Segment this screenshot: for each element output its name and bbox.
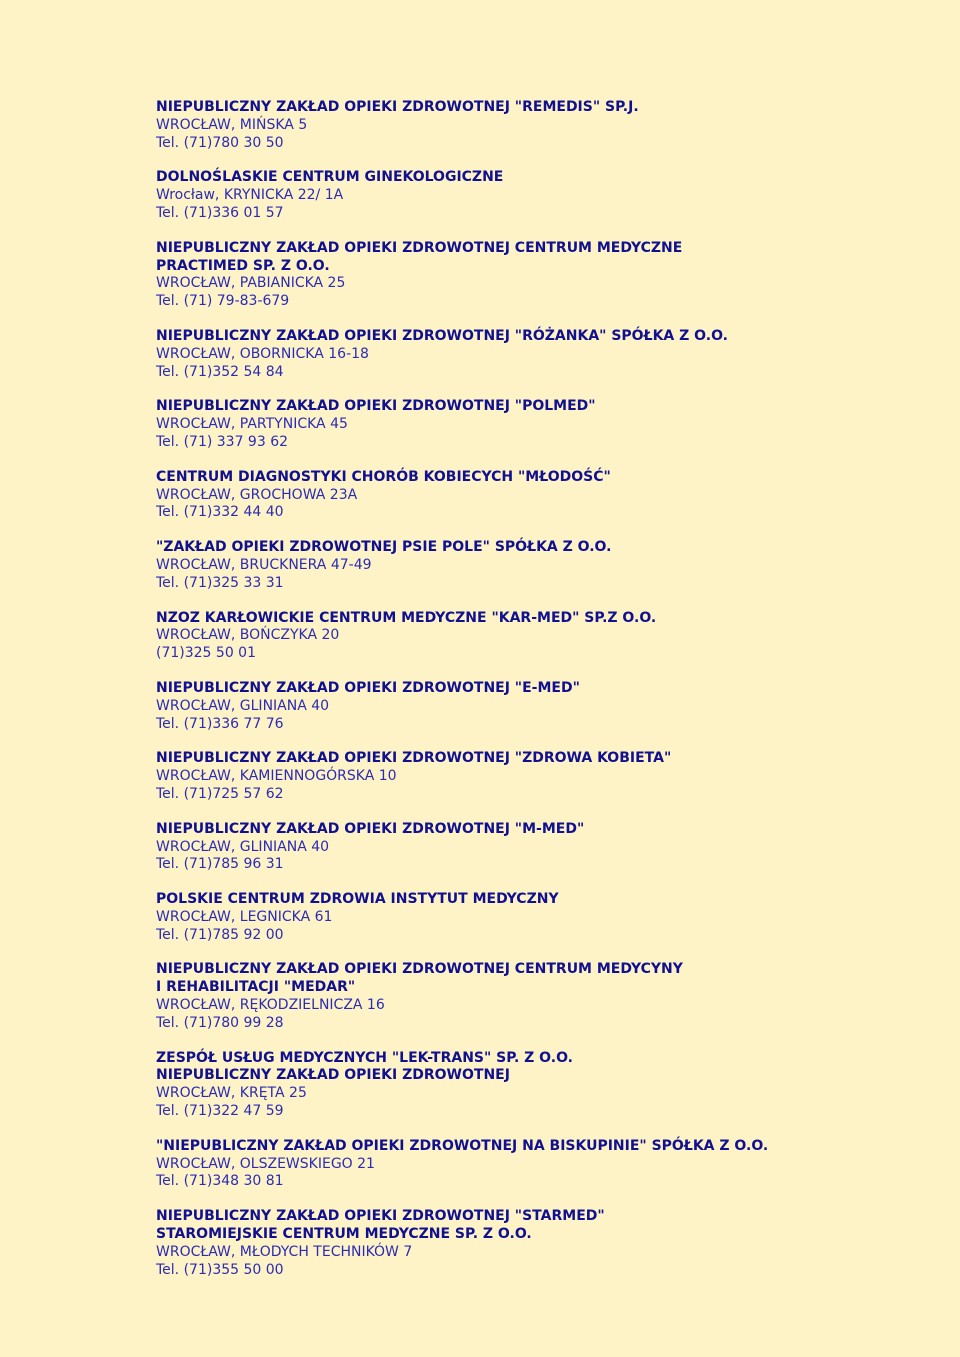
facility-phone: Tel. (71) 337 93 62	[156, 433, 289, 450]
facility-address: WROCŁAW, KRĘTA 25	[156, 1085, 307, 1102]
facility-name-line: NIEPUBLICZNY ZAKŁAD OPIEKI ZDROWOTNEJ "REMEDIS" SP.J.	[156, 99, 639, 115]
facility-name-line: ZESPÓŁ USŁUG MEDYCZNYCH "LEK-TRANS" SP. Z O.O.	[156, 1049, 573, 1066]
facility-name-line: NIEPUBLICZNY ZAKŁAD OPIEKI ZDROWOTNEJ "STARMED"	[156, 1208, 605, 1225]
facility-phone: Tel. (71)348 30 81	[156, 1173, 284, 1190]
facility-entry	[156, 680, 936, 733]
facility-name-line: NIEPUBLICZNY ZAKŁAD OPIEKI ZDROWOTNEJ "POLMED"	[156, 398, 596, 415]
facility-name-line: NIEPUBLICZNY ZAKŁAD OPIEKI ZDROWOTNEJ CENTRUM MEDYCYNY	[156, 961, 683, 978]
facility-name-line: NIEPUBLICZNY ZAKŁAD OPIEKI ZDROWOTNEJ "M-MED"	[156, 820, 585, 837]
facility-address: WROCŁAW, OLSZEWSKIEGO 21	[156, 1155, 375, 1172]
facility-entry	[156, 1050, 936, 1121]
facility-address: WROCŁAW, OBORNICKA 16-18	[156, 345, 369, 362]
facility-address: Wrocław, KRYNICKA 22/ 1A	[156, 187, 344, 204]
facility-phone: (71)325 50 01	[156, 645, 256, 662]
facility-name-line: CENTRUM DIAGNOSTYKI CHORÓB KOBIECYCH "MŁODOŚĆ"	[156, 468, 611, 485]
facility-address: WROCŁAW, LEGNICKA 61	[156, 908, 333, 925]
facility-address: WROCŁAW, KAMIENNOGÓRSKA 10	[156, 768, 397, 785]
facility-address: WROCŁAW, RĘKODZIELNICZA 16	[156, 997, 385, 1014]
facility-phone: Tel. (71)355 50 00	[156, 1261, 284, 1278]
facility-phone: Tel. (71)780 30 50	[156, 134, 284, 151]
facility-entry	[156, 610, 936, 663]
facility-address: WROCŁAW, PARTYNICKA 45	[156, 416, 348, 433]
facility-entry	[156, 1208, 936, 1279]
facility-phone: Tel. (71)785 96 31	[156, 856, 284, 873]
facility-name-line: DOLNOŚLASKIE CENTRUM GINEKOLOGICZNE	[156, 169, 504, 186]
facility-address: WROCŁAW, GLINIANA 40	[156, 697, 330, 714]
facility-phone: Tel. (71)352 54 84	[156, 363, 284, 380]
facility-phone: Tel. (71)325 33 31	[156, 574, 284, 591]
facility-entry	[156, 469, 936, 522]
facility-name-line: NIEPUBLICZNY ZAKŁAD OPIEKI ZDROWOTNEJ "ZDROWA KOBIETA"	[156, 750, 672, 767]
facility-entry	[156, 961, 936, 1032]
facility-phone: Tel. (71)785 92 00	[156, 926, 284, 943]
facility-phone: Tel. (71)336 77 76	[156, 715, 284, 732]
facility-entry	[156, 1138, 936, 1191]
facility-entry	[156, 539, 936, 592]
facility-name-line: NZOZ KARŁOWICKIE CENTRUM MEDYCZNE "KAR-MED" SP.Z O.O.	[156, 609, 657, 626]
facility-name-line: "NIEPUBLICZNY ZAKŁAD OPIEKI ZDROWOTNEJ NA BISKUPINIE" SPÓŁKA Z O.O.	[156, 1137, 769, 1154]
facility-entry	[156, 891, 936, 944]
document-body	[156, 99, 936, 1296]
facility-name-line: NIEPUBLICZNY ZAKŁAD OPIEKI ZDROWOTNEJ	[156, 1067, 510, 1084]
facility-address: WROCŁAW, BRUCKNERA 47-49	[156, 556, 372, 573]
facility-phone: Tel. (71)332 44 40	[156, 504, 284, 521]
facility-phone: Tel. (71)780 99 28	[156, 1014, 284, 1031]
facility-name-line: NIEPUBLICZNY ZAKŁAD OPIEKI ZDROWOTNEJ CENTRUM MEDYCZNE	[156, 239, 683, 256]
facility-name-line: PRACTIMED SP. Z O.O.	[156, 257, 330, 274]
facility-name-line: STAROMIEJSKIE CENTRUM MEDYCZNE SP. Z O.O.	[156, 1226, 532, 1243]
facility-address: WROCŁAW, BOŃCZYKA 20	[156, 627, 340, 644]
facility-phone: Tel. (71) 79-83-679	[156, 293, 290, 310]
facility-name-line: POLSKIE CENTRUM ZDROWIA INSTYTUT MEDYCZNY	[156, 891, 559, 908]
facility-entry	[156, 240, 936, 311]
facility-entry	[156, 99, 936, 152]
facility-address: WROCŁAW, GLINIANA 40	[156, 838, 330, 855]
facility-address: WROCŁAW, GROCHOWA 23A	[156, 486, 358, 503]
facility-address: WROCŁAW, MŁODYCH TECHNIKÓW 7	[156, 1243, 413, 1260]
facility-entry	[156, 169, 936, 222]
facility-address: WROCŁAW, PABIANICKA 25	[156, 275, 346, 292]
facility-entry	[156, 328, 936, 381]
facility-name-line: I REHABILITACJI "MEDAR"	[156, 979, 356, 996]
facility-entry	[156, 750, 936, 803]
facility-phone: Tel. (71)336 01 57	[156, 204, 284, 221]
facility-phone: Tel. (71)322 47 59	[156, 1103, 284, 1120]
facility-name-line: NIEPUBLICZNY ZAKŁAD OPIEKI ZDROWOTNEJ "RÓŻANKA" SPÓŁKA Z O.O.	[156, 327, 728, 344]
facility-entry	[156, 821, 936, 874]
facility-address: WROCŁAW, MIŃSKA 5	[156, 116, 308, 133]
facility-name-line: "ZAKŁAD OPIEKI ZDROWOTNEJ PSIE POLE" SPÓŁKA Z O.O.	[156, 539, 612, 556]
facility-entry	[156, 398, 936, 451]
facility-phone: Tel. (71)725 57 62	[156, 785, 284, 802]
facility-name-line: NIEPUBLICZNY ZAKŁAD OPIEKI ZDROWOTNEJ "E-MED"	[156, 679, 580, 696]
